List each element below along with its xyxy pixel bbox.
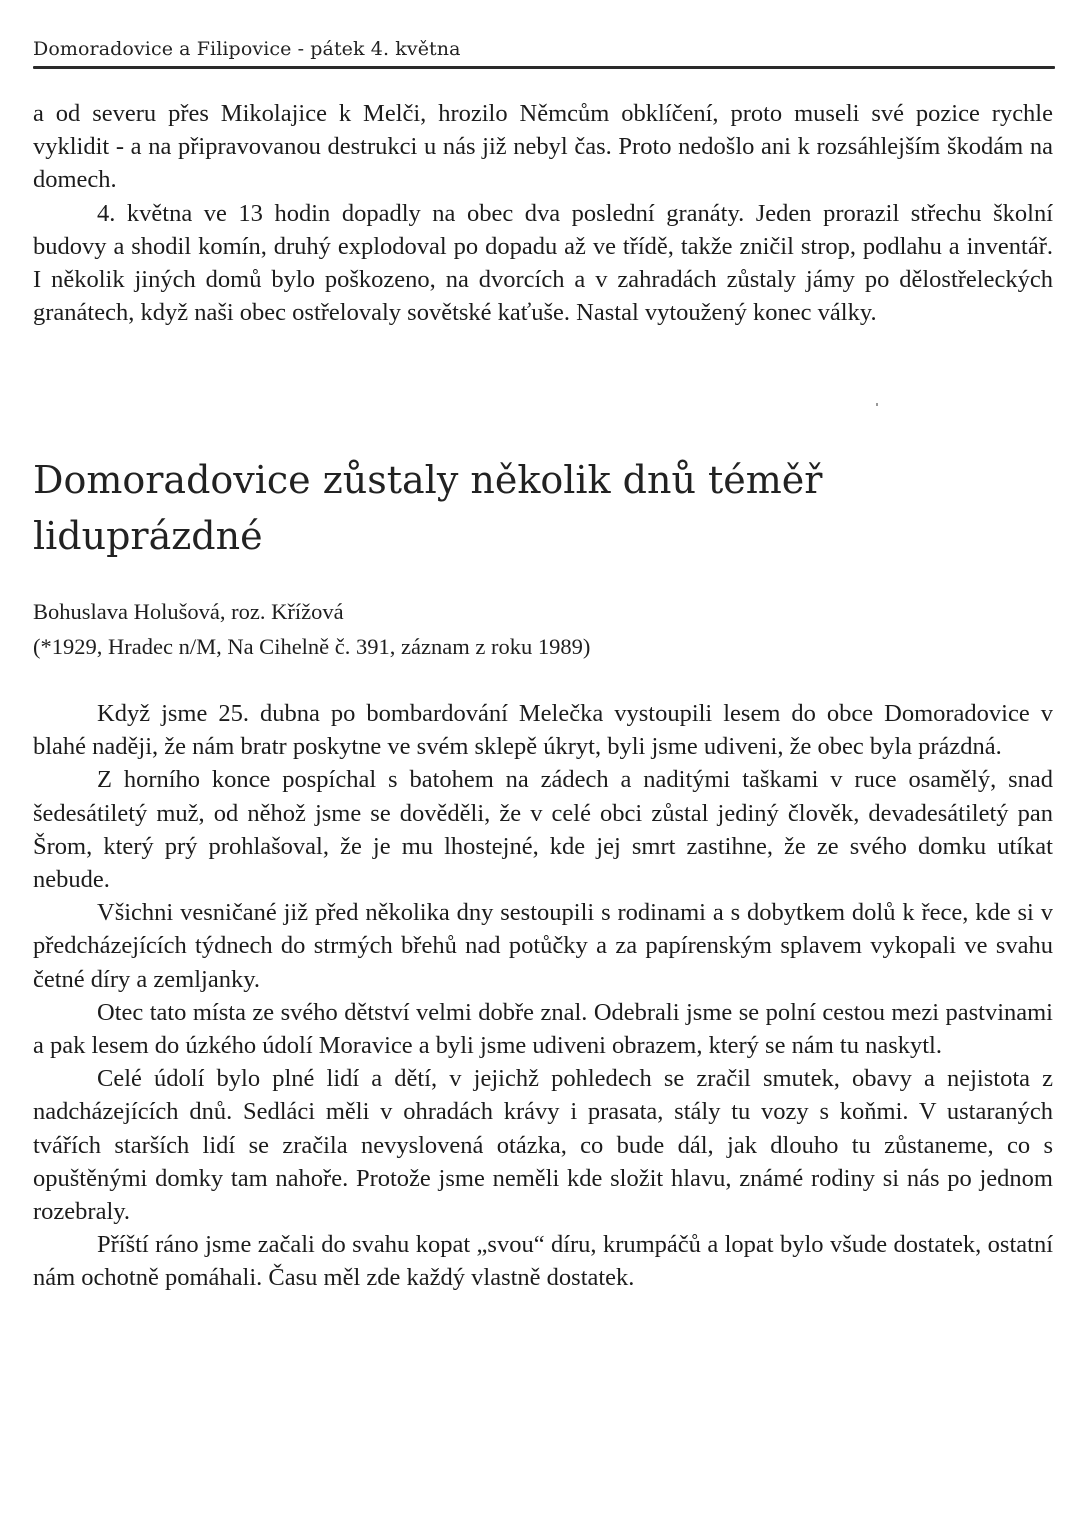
author-name: Bohuslava Holušová, roz. Křížová (33, 599, 344, 624)
article-body (33, 697, 1053, 1295)
header-rule (33, 66, 1055, 69)
continued-text (33, 97, 1053, 329)
author-block (33, 594, 590, 664)
paragraph: 4. května ve 13 hodin dopadly na obec dva poslední granáty. Jeden prorazil střechu školní budovy a shodil komín, druhý explodoval po dopadu až ve třídě, takže zničil strop, podlahu a inventář. I několik jiných domů bylo poškozeno, na dvorcích a v zahradách zůstaly jámy po dělostřeleckých granátech, když naši obec ostřelovaly sovětské kaťuše. Nastal vytoužený konec války. (33, 199, 1053, 327)
paragraph: Když jsme 25. dubna po bombardování Melečka vystoupili lesem do obce Domoradovice v blahé naději, že nám bratr poskytne ve svém sklepě úkryt, byli jsme udiveni, že obec byla prázdná. (33, 700, 1053, 761)
scan-speck (876, 403, 878, 406)
paragraph: Z horního konce pospíchal s batohem na zádech a naditými taškami v ruce osamělý, snad šedesátiletý muž, od něhož jsme se dověděli, že v celé obci zůstal jediný člověk, devadesátiletý pan Šrom, který prý prohlašoval, že je mu lhostejné, kde jej smrt zastihne, že ze svého domku utíkat nebude. (33, 766, 1053, 894)
paragraph: Otec tato místa ze svého dětství velmi dobře znal. Odebrali jsme se polní cestou mezi pastvinami a pak lesem do úzkého údolí Moravice a byli jsme udiveni obrazem, který se nám tu naskytl. (33, 998, 1053, 1060)
paragraph: a od severu přes Mikolajice k Melči, hrozilo Němcům obklíčení, proto museli své pozice rychle vyklidit - a na připravovanou destrukci u nás již nebyl čas. Proto nedošlo ani k rozsáhlejším škodám na domech. (33, 100, 1053, 194)
paragraph: Celé údolí bylo plné lidí a dětí, v jejichž pohledech se zračil smutek, obavy a nejistota z nadcházejících dnů. Sedláci měli v ohradách krávy i prasata, stály tu vozy s koňmi. V ustaraných tvářích starších lidí se zračila nevyslovená otázka, co bude dál, jak dlouho tu zůstaneme, co s opuštěnými domky tam nahoře. Protože jsme neměli kde složit hlavu, známé rodiny si nás po jednom rozebraly. (33, 1065, 1053, 1226)
running-header: Domoradovice a Filipovice - pátek 4. května (33, 38, 461, 60)
article-title: Domoradovice zůstaly několik dnů téměř liduprázdné (33, 458, 823, 558)
paragraph: Příští ráno jsme začali do svahu kopat „svou“ díru, krumpáčů a lopat bylo všude dostatek, ostatní nám ochotně pomáhali. Času měl zde každý vlastně dostatek. (33, 1231, 1053, 1292)
author-note: (*1929, Hradec n/M, Na Cihelně č. 391, záznam z roku 1989) (33, 634, 591, 659)
paragraph: Všichni vesničané již před několika dny sestoupili s rodinami a s dobytkem dolů k řece, kde si v předcházejících týdnech do strmých břehů nad potůčky a za papírenským splavem vykopali ve svahu četné díry a zemljanky. (33, 899, 1053, 993)
